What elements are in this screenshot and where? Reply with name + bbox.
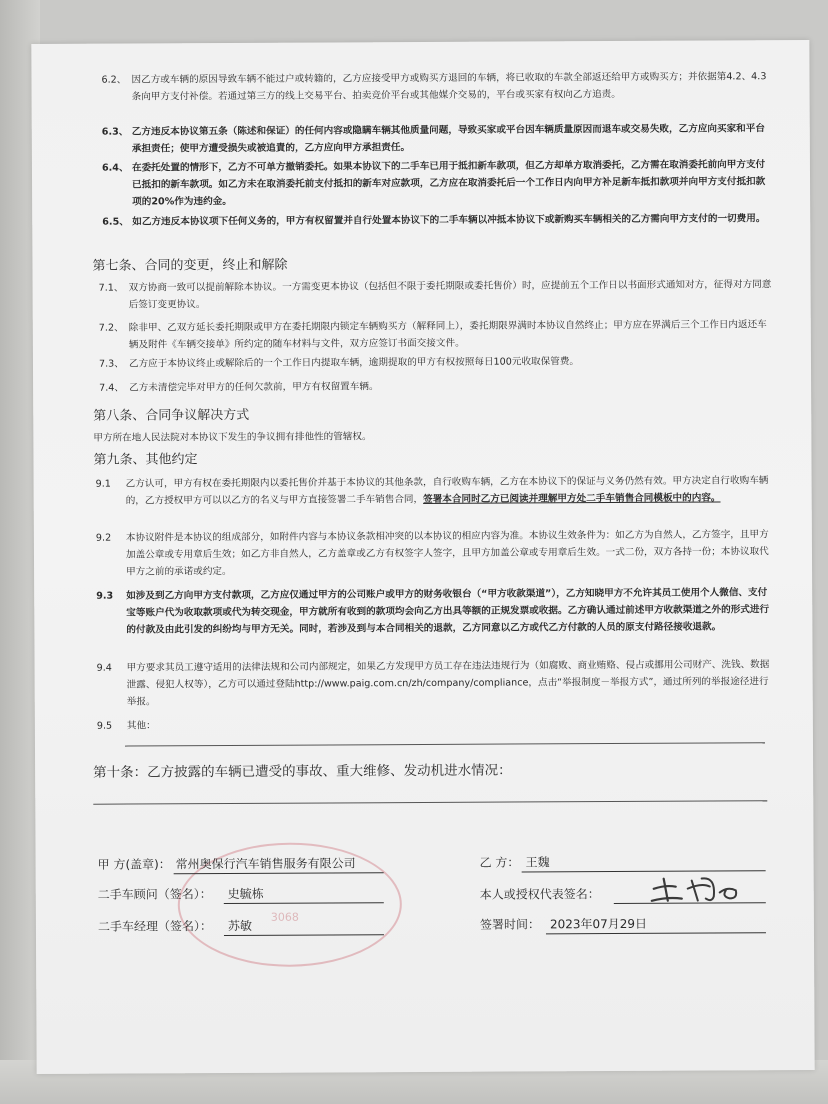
advisor-label: 二手车顾问（签名）： (97, 887, 212, 902)
clause-number: 9.3 (96, 590, 114, 602)
clause-text: 因乙方或车辆的原因导致车辆不能过户或转籍的，乙方应接受甲方或购买方退回的车辆，将已收取的车款全部返还给甲方或购买方；并依据第4.2、4.3条向甲方支付补偿。若通过第三方的线上交易平台、拍卖竞价平台或其他媒介交易的，平台或买家有权向乙方追责。 (131, 71, 767, 103)
clause-number: 6.2、 (101, 74, 127, 86)
clause-number: 6.4、 (101, 162, 129, 174)
manager-label: 二手车经理（签名）： (97, 919, 212, 934)
clause-9-1 (96, 472, 774, 510)
contract-page (31, 40, 814, 1074)
article-8-text: 甲方所在地人民法院对本协议下发生的争议拥有排他性的管辖权。 (93, 431, 372, 444)
article-10-blank-line (93, 800, 767, 805)
heading-article-7: 第七条、合同的变更，终止和解除 (92, 257, 288, 274)
clause-text: 乙方认可，甲方有权在委托期限内以委托售价并基于本协议的其他条款，自行收购车辆，乙方在本协议下的保证与义务仍然有效。甲方决定自行收购车辆的，乙方授权甲方可以以乙方的名义与甲方直接签署二手车销售合同， (125, 475, 769, 507)
clause-number: 7.1、 (98, 282, 124, 294)
date-label: 签署时间： (479, 917, 540, 932)
clause-7-3 (99, 352, 774, 373)
clause-number: 9.5 (96, 720, 113, 732)
clause-label: 其他： (126, 720, 156, 732)
clause-9-5 (97, 714, 775, 735)
party-a-value: 常州奥保行汽车销售服务有限公司 (175, 856, 356, 872)
clause-text: 乙方应于本协议终止或解除后的一个工作日内提取车辆，逾期提取的甲方有权按照每日100元收取保管费。 (128, 356, 580, 370)
clause-6-2 (101, 68, 771, 106)
clause-7-1 (99, 276, 774, 314)
clause-text: 如乙方违反本协议项下任何义务的，甲方有权留置并自行处置本协议下的二手车辆以冲抵本协议下或新购买车辆相关的乙方需向甲方支付的一切费用。 (132, 213, 766, 228)
heading-article-10: 第十条：乙方披露的车辆已遭受的事故、重大维修、发动机进水情况： (93, 762, 512, 781)
heading-article-8: 第八条、合同争议解决方式 (93, 407, 250, 424)
clause-text: 乙方未清偿完毕对甲方的任何欠款前，甲方有权留置车辆。 (129, 381, 379, 394)
clause-6-4 (102, 156, 772, 211)
clause-number: 6.5、 (102, 216, 129, 228)
clause-number: 9.2 (95, 532, 112, 544)
clause-text: 甲方要求其员工遵守适用的法律法规和公司内部规定，如果乙方发现甲方员工存在违法违规行为（如腐败、商业贿赂、侵占或挪用公司财产、洗钱、数据泄露、侵犯人权等），乙方可以通过登陆http://www.paig.com.cn/zh/company/compliance，点击“举报制度－举报方式”，通过所列的举报途径进行举报。 (126, 659, 770, 708)
clause-number: 9.1 (95, 478, 111, 490)
clause-7-4 (99, 376, 774, 397)
clause-number: 7.2、 (98, 322, 124, 334)
clause-text: 如涉及到乙方向甲方支付款项，乙方应仅通过甲方的公司账户或甲方的财务收银台（“甲方收款渠道”），乙方知晓甲方不允许其员工使用个人微信、支付宝等账户代为收取款项或代为转交现金，甲方就所有收到的款项均会向乙方出具等额的正规发票或收据。乙方确认通过前述甲方收款渠道之外的形式进行的付款及由此引发的纠纷均与甲方无关。同时，若涉及到与本合同相关的退款，乙方同意以乙方或代乙方付款的人员的原支付路径接收退款。 (126, 587, 770, 636)
clause-6-3 (102, 120, 772, 158)
clause-number: 7.3、 (98, 358, 124, 370)
party-a-label: 甲 方(盖章)： (97, 857, 171, 872)
advisor-value: 史毓栋 (227, 886, 264, 902)
clause-9-4 (97, 656, 775, 711)
heading-article-9: 第九条、其他约定 (93, 452, 198, 468)
clause-6-5 (102, 210, 772, 231)
clause-number: 9.4 (96, 662, 112, 674)
clause-text: 双方协商一致可以提前解除本协议。一方需变更本协议（包括但不限于委托期限或委托售价）时，应提前五个工作日以书面形式通知对方，征得对方同意后签订变更协议。 (128, 279, 772, 311)
date-value: 2023年07月29日 (549, 916, 648, 932)
clause-9-3 (96, 584, 774, 639)
representative-label: 本人或授权代表签名： (479, 887, 600, 902)
clause-number: 7.4、 (99, 382, 124, 394)
clause-text: 本协议附件是本协议的组成部分，如附件内容与本协议条款相冲突的以本协议的相应内容为准。本协议生效条件为：如乙方为自然人，乙方签字，且甲方加盖公章或专用章后生效；如乙方非自然人，乙方盖章或乙方有权签字人签字，且甲方加盖公章或专用章后生效。一式二份，双方各持一份；本协议取代甲方之前的承诺或约定。 (125, 529, 769, 578)
handwritten-signature (646, 866, 756, 907)
clause-text: 乙方违反本协议第五条（陈述和保证）的任何内容或隐瞒车辆其他质量问题，导致买家或平台因车辆质量原因而退车或交易失败，乙方应向买家和平台承担责任；使甲方遭受损失或被追責的，乙方应向甲方承担责任。 (131, 123, 765, 155)
clause-emphasis: 签署本合同时乙方已阅读并理解甲方处二手车销售合同模板中的内容。 (423, 492, 721, 505)
clause-9-2 (96, 526, 774, 581)
seal-number: 3068 (270, 910, 299, 924)
date-line (546, 932, 766, 934)
clause-7-2 (99, 316, 774, 354)
party-b-value: 王魏 (525, 855, 550, 870)
party-b-label: 乙 方： (479, 855, 520, 870)
clause-9-5-blank-line (125, 742, 765, 746)
clause-text: 除非甲、乙双方延长委托期限或甲方在委托期限内锁定车辆购买方（解释同上），委托期限界满时本协议自然终止；甲方应在界满后三个工作日内返还车辆及附件《车辆交接单》所约定的随车材料与文件，双方应签订书面交接文件。 (128, 319, 767, 351)
clause-number: 6.3、 (101, 126, 129, 138)
clause-text: 在委托处置的情形下，乙方不可单方撤销委托。如果本协议下的二手车已用于抵扣新车款项，但乙方却单方取消委托，乙方需在取消委托前向甲方支付已抵扣的新车款项。如乙方未在取消委托前支付抵扣的新车对应款项，乙方应在取消委托后一个工作日内向甲方补足新车抵扣款项并向甲方支付抵扣款项的20%作为违约金。 (131, 159, 766, 208)
manager-value: 苏敏 (227, 918, 252, 934)
